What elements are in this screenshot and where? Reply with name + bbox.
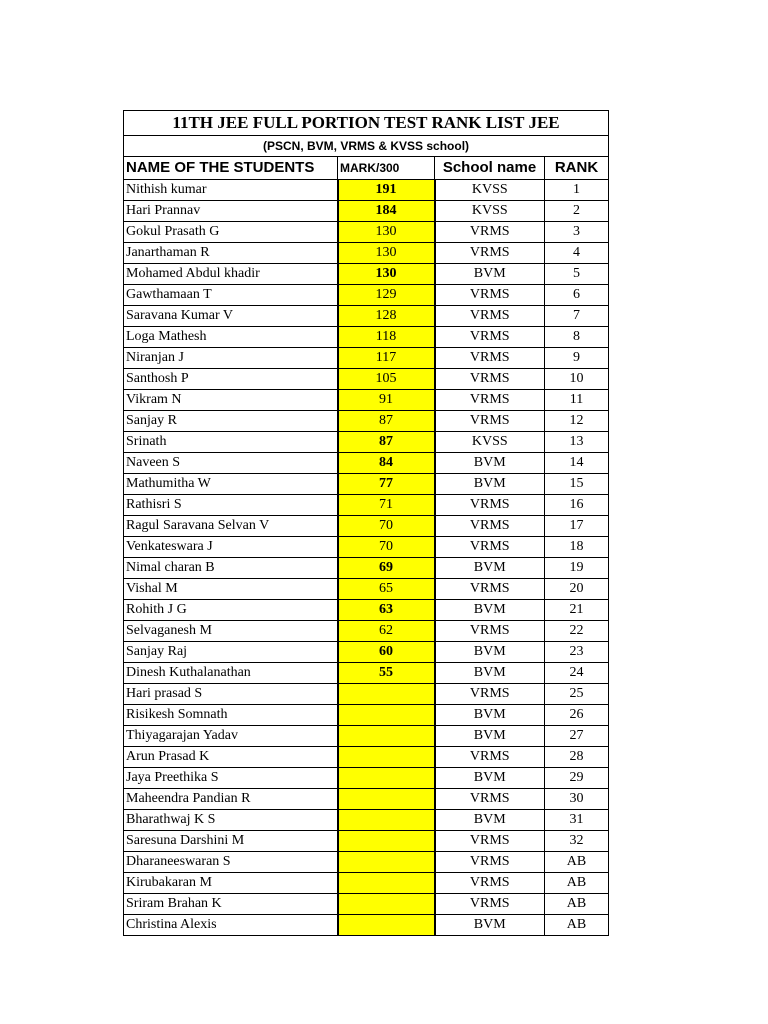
student-school: VRMS <box>435 495 545 516</box>
student-rank: 14 <box>545 453 609 474</box>
header-row <box>124 157 609 180</box>
student-school: VRMS <box>435 684 545 705</box>
student-mark: 128 <box>338 306 435 327</box>
student-mark <box>338 810 435 831</box>
student-mark: 63 <box>338 600 435 621</box>
student-name: Saresuna Darshini M <box>124 831 338 852</box>
student-school: BVM <box>435 558 545 579</box>
student-rank: 23 <box>545 642 609 663</box>
student-rank: 16 <box>545 495 609 516</box>
student-name: Gawthamaan T <box>124 285 338 306</box>
student-name: Naveen S <box>124 453 338 474</box>
student-mark <box>338 831 435 852</box>
student-rank: 24 <box>545 663 609 684</box>
student-mark: 91 <box>338 390 435 411</box>
student-rank: 29 <box>545 768 609 789</box>
table-row <box>124 432 609 453</box>
table-row <box>124 348 609 369</box>
student-name: Saravana Kumar V <box>124 306 338 327</box>
student-mark: 55 <box>338 663 435 684</box>
student-rank: AB <box>545 894 609 915</box>
student-school: KVSS <box>435 432 545 453</box>
student-rank: 4 <box>545 243 609 264</box>
student-school: VRMS <box>435 831 545 852</box>
student-rank: 27 <box>545 726 609 747</box>
student-name: Loga Mathesh <box>124 327 338 348</box>
student-mark: 184 <box>338 201 435 222</box>
student-mark: 191 <box>338 180 435 201</box>
table-row <box>124 474 609 495</box>
student-rank: 21 <box>545 600 609 621</box>
table-row <box>124 705 609 726</box>
table-row <box>124 831 609 852</box>
table-row <box>124 516 609 537</box>
table-row <box>124 600 609 621</box>
student-school: BVM <box>435 474 545 495</box>
student-name: Risikesh Somnath <box>124 705 338 726</box>
student-mark: 69 <box>338 558 435 579</box>
student-name: Mathumitha W <box>124 474 338 495</box>
student-mark: 118 <box>338 327 435 348</box>
table-row <box>124 579 609 600</box>
student-mark <box>338 873 435 894</box>
student-school: VRMS <box>435 537 545 558</box>
title-row <box>124 111 609 136</box>
student-mark: 129 <box>338 285 435 306</box>
student-school: VRMS <box>435 852 545 873</box>
student-rank: 11 <box>545 390 609 411</box>
student-school: BVM <box>435 453 545 474</box>
student-name: Maheendra Pandian R <box>124 789 338 810</box>
student-name: Hari prasad S <box>124 684 338 705</box>
table-row <box>124 852 609 873</box>
student-mark: 117 <box>338 348 435 369</box>
student-name: Mohamed Abdul khadir <box>124 264 338 285</box>
student-mark: 84 <box>338 453 435 474</box>
student-school: BVM <box>435 726 545 747</box>
student-school: BVM <box>435 705 545 726</box>
student-mark <box>338 894 435 915</box>
student-school: VRMS <box>435 348 545 369</box>
student-mark <box>338 915 435 936</box>
student-mark: 77 <box>338 474 435 495</box>
subtitle-row <box>124 136 609 157</box>
student-name: Jaya Preethika S <box>124 768 338 789</box>
student-name: Santhosh P <box>124 369 338 390</box>
student-school: VRMS <box>435 369 545 390</box>
student-school: BVM <box>435 768 545 789</box>
student-school: VRMS <box>435 789 545 810</box>
student-rank: AB <box>545 852 609 873</box>
table-row <box>124 642 609 663</box>
table-row <box>124 180 609 201</box>
student-rank: 20 <box>545 579 609 600</box>
student-school: VRMS <box>435 621 545 642</box>
student-rank: 3 <box>545 222 609 243</box>
student-rows <box>124 180 609 936</box>
table-row <box>124 894 609 915</box>
rank-list-table <box>123 110 609 936</box>
table-row <box>124 222 609 243</box>
student-name: Nimal charan B <box>124 558 338 579</box>
student-mark: 130 <box>338 222 435 243</box>
student-name: Thiyagarajan Yadav <box>124 726 338 747</box>
student-name: Rohith J G <box>124 600 338 621</box>
student-name: Bharathwaj K S <box>124 810 338 831</box>
student-name: Venkateswara J <box>124 537 338 558</box>
student-name: Gokul Prasath G <box>124 222 338 243</box>
table-row <box>124 390 609 411</box>
student-school: VRMS <box>435 894 545 915</box>
student-school: BVM <box>435 264 545 285</box>
table-row <box>124 201 609 222</box>
student-rank: 8 <box>545 327 609 348</box>
student-name: Selvaganesh M <box>124 621 338 642</box>
table-row <box>124 558 609 579</box>
header-rank: RANK <box>545 157 609 180</box>
student-mark: 70 <box>338 516 435 537</box>
student-school: VRMS <box>435 411 545 432</box>
student-rank: 2 <box>545 201 609 222</box>
table-row <box>124 537 609 558</box>
student-rank: 32 <box>545 831 609 852</box>
student-mark: 130 <box>338 243 435 264</box>
student-name: Dinesh Kuthalanathan <box>124 663 338 684</box>
table-row <box>124 327 609 348</box>
student-mark <box>338 747 435 768</box>
student-rank: AB <box>545 873 609 894</box>
student-mark: 62 <box>338 621 435 642</box>
student-rank: 9 <box>545 348 609 369</box>
student-school: BVM <box>435 810 545 831</box>
table-row <box>124 285 609 306</box>
student-mark: 130 <box>338 264 435 285</box>
student-name: Srinath <box>124 432 338 453</box>
student-rank: 22 <box>545 621 609 642</box>
student-name: Sriram Brahan K <box>124 894 338 915</box>
student-mark: 65 <box>338 579 435 600</box>
student-school: BVM <box>435 600 545 621</box>
student-mark <box>338 789 435 810</box>
student-mark: 60 <box>338 642 435 663</box>
table-row <box>124 726 609 747</box>
sheet-subtitle: (PSCN, BVM, VRMS & KVSS school) <box>124 136 609 157</box>
table-row <box>124 663 609 684</box>
student-rank: 30 <box>545 789 609 810</box>
student-mark: 87 <box>338 411 435 432</box>
student-mark <box>338 726 435 747</box>
table-row <box>124 411 609 432</box>
student-school: BVM <box>435 642 545 663</box>
student-school: VRMS <box>435 327 545 348</box>
student-name: Janarthaman R <box>124 243 338 264</box>
student-school: VRMS <box>435 222 545 243</box>
student-rank: 28 <box>545 747 609 768</box>
table-row <box>124 747 609 768</box>
student-rank: 10 <box>545 369 609 390</box>
student-school: KVSS <box>435 180 545 201</box>
table-row <box>124 915 609 936</box>
student-name: Vikram N <box>124 390 338 411</box>
student-school: VRMS <box>435 243 545 264</box>
student-rank: 17 <box>545 516 609 537</box>
table-row <box>124 495 609 516</box>
student-school: VRMS <box>435 306 545 327</box>
table-row <box>124 453 609 474</box>
student-school: BVM <box>435 915 545 936</box>
student-name: Sanjay R <box>124 411 338 432</box>
student-rank: 6 <box>545 285 609 306</box>
student-rank: 18 <box>545 537 609 558</box>
student-school: VRMS <box>435 390 545 411</box>
student-rank: 31 <box>545 810 609 831</box>
student-mark: 105 <box>338 369 435 390</box>
student-school: VRMS <box>435 873 545 894</box>
student-mark <box>338 852 435 873</box>
student-name: Nithish kumar <box>124 180 338 201</box>
table-row <box>124 306 609 327</box>
table-row <box>124 264 609 285</box>
header-name: NAME OF THE STUDENTS <box>124 157 338 180</box>
student-name: Christina Alexis <box>124 915 338 936</box>
header-mark: MARK/300 <box>338 157 435 180</box>
student-rank: 25 <box>545 684 609 705</box>
student-mark <box>338 768 435 789</box>
student-name: Kirubakaran M <box>124 873 338 894</box>
table-row <box>124 768 609 789</box>
student-name: Dharaneeswaran S <box>124 852 338 873</box>
table-row <box>124 873 609 894</box>
student-rank: 1 <box>545 180 609 201</box>
student-school: VRMS <box>435 747 545 768</box>
table-row <box>124 369 609 390</box>
student-rank: 7 <box>545 306 609 327</box>
sheet-title: 11TH JEE FULL PORTION TEST RANK LIST JEE <box>124 111 609 136</box>
student-rank: 12 <box>545 411 609 432</box>
student-name: Arun Prasad K <box>124 747 338 768</box>
student-school: BVM <box>435 663 545 684</box>
table-row <box>124 621 609 642</box>
student-rank: 13 <box>545 432 609 453</box>
student-rank: 19 <box>545 558 609 579</box>
student-school: VRMS <box>435 579 545 600</box>
student-name: Ragul Saravana Selvan V <box>124 516 338 537</box>
student-name: Hari Prannav <box>124 201 338 222</box>
student-mark <box>338 684 435 705</box>
table-row <box>124 243 609 264</box>
student-name: Sanjay Raj <box>124 642 338 663</box>
student-rank: 5 <box>545 264 609 285</box>
table-row <box>124 789 609 810</box>
header-school: School name <box>435 157 545 180</box>
table-row <box>124 810 609 831</box>
student-school: VRMS <box>435 516 545 537</box>
student-rank: 26 <box>545 705 609 726</box>
student-mark: 70 <box>338 537 435 558</box>
student-mark <box>338 705 435 726</box>
student-rank: 15 <box>545 474 609 495</box>
student-school: KVSS <box>435 201 545 222</box>
student-rank: AB <box>545 915 609 936</box>
student-name: Niranjan J <box>124 348 338 369</box>
student-mark: 87 <box>338 432 435 453</box>
student-name: Vishal M <box>124 579 338 600</box>
student-mark: 71 <box>338 495 435 516</box>
table-row <box>124 684 609 705</box>
student-school: VRMS <box>435 285 545 306</box>
student-name: Rathisri S <box>124 495 338 516</box>
